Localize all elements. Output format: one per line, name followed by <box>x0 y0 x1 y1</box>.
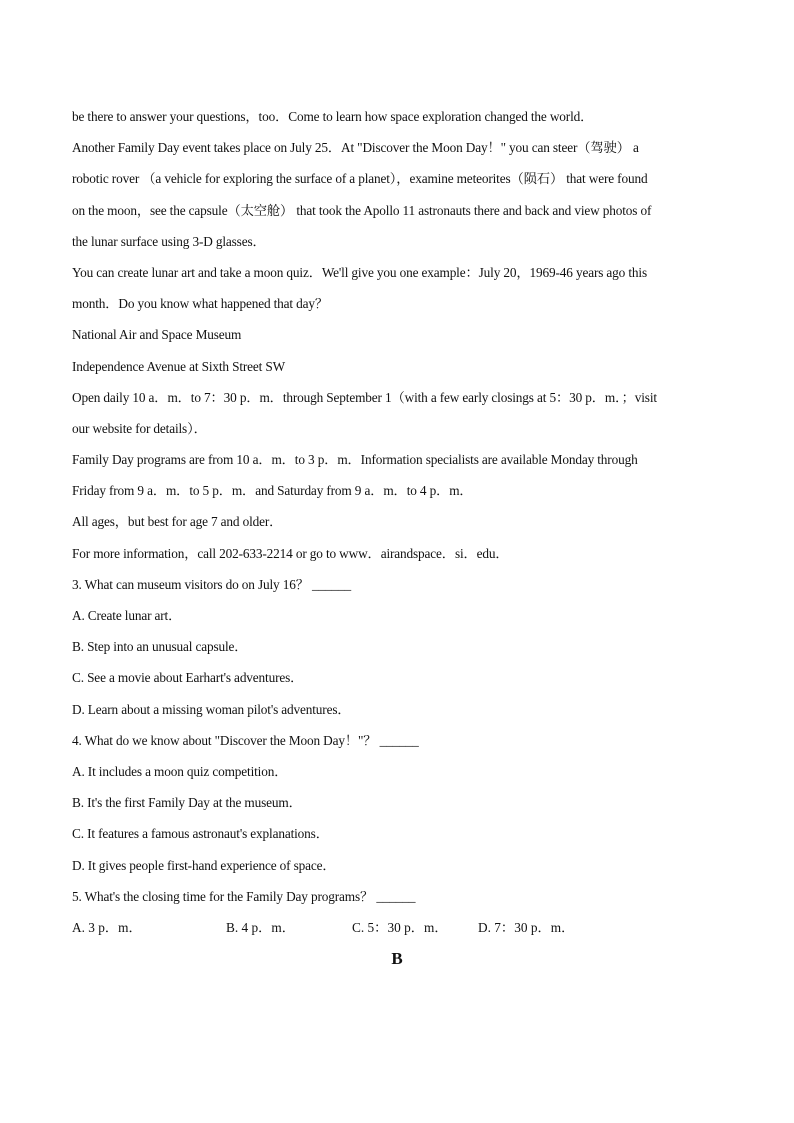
museum-address: Independence Avenue at Sixth Street SW <box>72 358 286 374</box>
answer-option: D. It gives people first-hand experience of space． <box>72 857 336 873</box>
answer-option: A. Create lunar art． <box>72 608 182 623</box>
question-4 <box>72 725 722 881</box>
answer-option: A. 3 p．m． <box>72 919 142 935</box>
passage-line: be there to answer your questions，too．Come to learn how space exploration changed the world． <box>72 109 594 124</box>
passage-line: robotic rover （a vehicle for exploring the surface of a planet），examine meteorites（陨石） that were found <box>72 171 648 187</box>
answer-option: B. Step into an unusual capsule． <box>72 639 248 655</box>
answer-option: C. 5：30 p．m． <box>352 919 448 935</box>
question-stem: 5. What's the closing time for the Family Day programs？ ______ <box>72 888 416 904</box>
opening-hours-cont: our website for details）． <box>72 420 207 436</box>
contact-info: For more information，call 202-633-2214 or go to www．airandspace．si．edu． <box>72 545 509 561</box>
answer-option: C. See a movie about Earhart's adventures． <box>72 670 304 686</box>
answer-option: C. It features a famous astronaut's explanations． <box>72 826 329 842</box>
answer-option: D. 7：30 p．m． <box>478 919 575 935</box>
opening-hours: Open daily 10 a．m．to 7：30 p．m．through September 1（with a few early closings at 5：30 p．m．；visit <box>72 389 657 405</box>
answer-options-row <box>72 912 722 943</box>
answer-option: D. Learn about a missing woman pilot's adventures． <box>72 701 351 717</box>
answer-option: B. 4 p．m． <box>226 919 296 935</box>
question-5 <box>72 881 722 943</box>
passage-line: on the moon，see the capsule（太空舱） that took the Apollo 11 astronauts there and back and view photos of <box>72 202 652 218</box>
answer-option: B. It's the first Family Day at the museum． <box>72 795 302 811</box>
passage-line: You can create lunar art and take a moon quiz．We'll give you one example：July 20，1969-46 years ago this <box>72 264 647 280</box>
document-body <box>72 101 722 943</box>
program-hours-cont: Friday from 9 a．m．to 5 p．m．and Saturday from 9 a．m．to 4 p．m． <box>72 483 473 499</box>
passage-line: Another Family Day event takes place on July 25．At "Discover the Moon Day！" you can steer（驾驶） a <box>72 140 639 156</box>
program-hours: Family Day programs are from 10 a．m．to 3 p．m．Information specialists are available Monday through <box>72 452 638 468</box>
question-stem: 3. What can museum visitors do on July 16？ ______ <box>72 576 352 592</box>
museum-name: National Air and Space Museum <box>72 327 242 343</box>
age-info: All ages，but best for age 7 and older． <box>72 514 283 530</box>
passage-line: month．Do you know what happened that day？ <box>72 296 329 312</box>
question-3 <box>72 569 722 725</box>
reading-passage <box>72 101 722 569</box>
answer-option: A. It includes a moon quiz competition． <box>72 763 288 779</box>
section-heading: B <box>391 949 403 968</box>
passage-line: the lunar surface using 3-D glasses． <box>72 233 266 249</box>
question-stem: 4. What do we know about "Discover the Moon Day！"？ ______ <box>72 732 419 748</box>
